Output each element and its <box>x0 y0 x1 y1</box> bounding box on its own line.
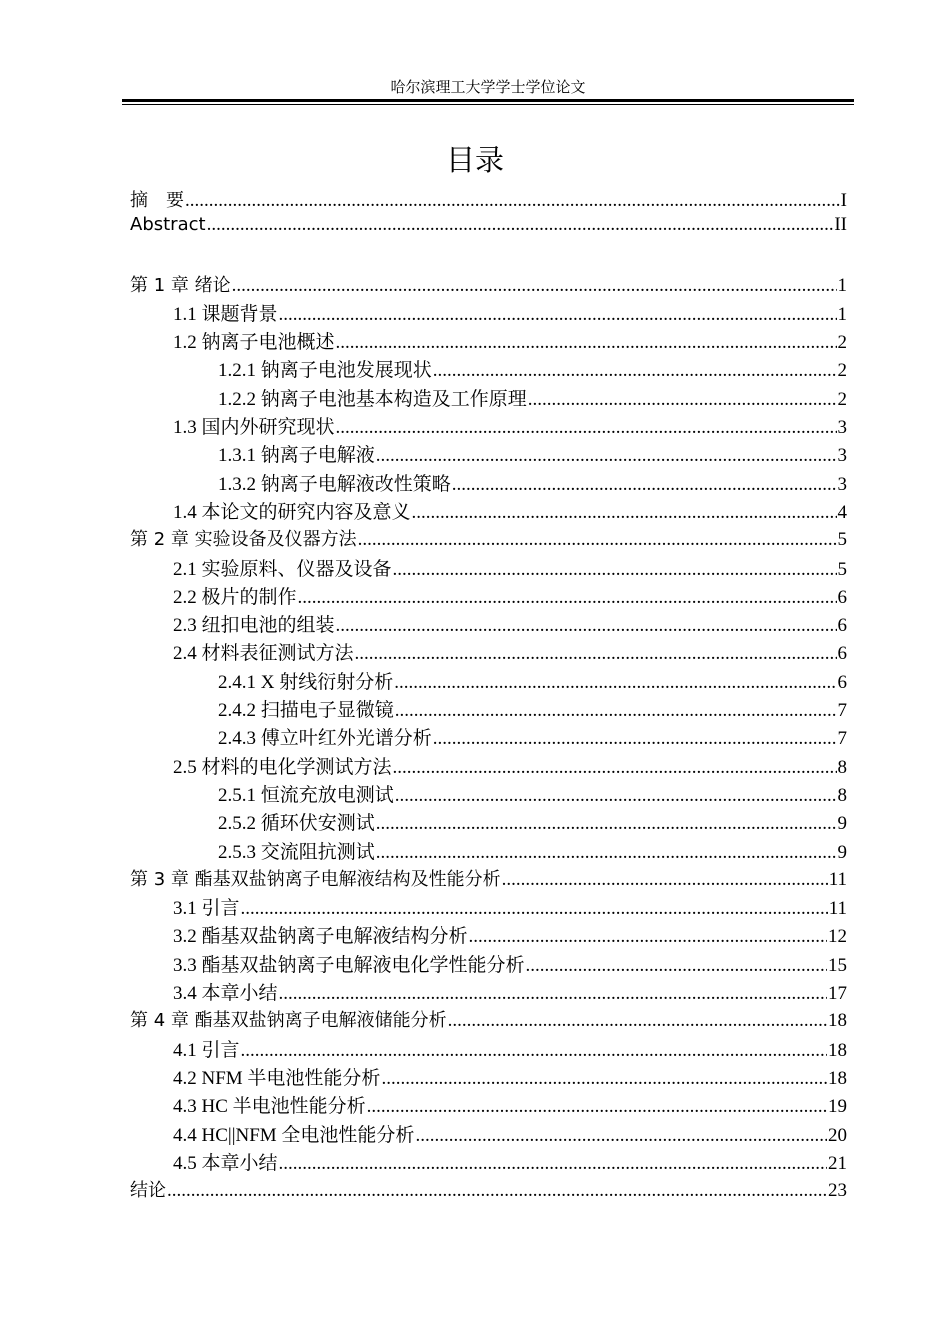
toc-entry[interactable] <box>130 1035 847 1063</box>
toc-title: 目录 <box>445 143 504 177</box>
toc-entry-page-number: 19 <box>828 1096 847 1118</box>
dot-leader <box>376 813 837 835</box>
toc-entry-page-number: 8 <box>837 784 847 806</box>
toc-entry[interactable] <box>130 327 847 355</box>
dot-leader <box>167 1180 827 1202</box>
toc-entry-page-number: 5 <box>837 558 847 580</box>
toc-entry-page-number: 4 <box>837 501 847 523</box>
dot-leader <box>433 728 837 750</box>
toc-entry[interactable] <box>130 299 847 327</box>
dot-leader <box>502 869 828 891</box>
toc-entry-page-number: 3 <box>837 473 847 495</box>
toc-entry-page-number: 7 <box>837 728 847 750</box>
toc-entry-page-number: 6 <box>837 643 847 665</box>
toc-entry-page-number: I <box>840 190 847 211</box>
dot-leader <box>394 672 836 694</box>
dot-leader <box>395 785 837 807</box>
toc-entry-page-number: 6 <box>837 671 847 693</box>
toc-entry-label: 4.2 NFM 半电池性能分析 <box>173 1067 381 1089</box>
toc-entry-page-number: 8 <box>837 756 847 778</box>
toc-entry-label: 3.2 酯基双盐钠离子电解液结构分析 <box>173 926 468 948</box>
toc-entry-label: 第 3 章 酯基双盐钠离子电解液结构及性能分析 <box>130 868 501 890</box>
dot-leader <box>528 389 837 411</box>
dot-leader <box>452 474 837 496</box>
dot-leader <box>279 983 827 1005</box>
dot-leader <box>232 275 837 297</box>
toc-entry-label: 1.2 钠离子电池概述 <box>173 332 335 354</box>
toc-entry-label: 2.3 纽扣电池的组装 <box>173 615 335 637</box>
toc-entry[interactable] <box>130 554 847 582</box>
toc-entry[interactable] <box>130 978 847 1006</box>
toc-entry[interactable] <box>130 497 847 525</box>
toc-entry[interactable] <box>130 950 847 978</box>
toc-entry-page-number: 17 <box>828 983 847 1005</box>
toc-entry-page-number: 5 <box>837 529 847 551</box>
toc-entry[interactable] <box>130 1176 847 1204</box>
dot-leader <box>355 643 837 665</box>
dot-leader <box>376 445 837 467</box>
dot-leader <box>433 360 837 382</box>
toc-entry[interactable] <box>130 582 847 610</box>
toc-entry[interactable] <box>130 695 847 723</box>
toc-entry-label: Abstract <box>130 214 206 236</box>
dot-leader <box>393 757 837 779</box>
toc-entry-label: 4.1 引言 <box>173 1039 240 1061</box>
toc-entry-label: 2.5.2 循环伏安测试 <box>218 813 375 835</box>
toc-entry-label: 1.2.1 钠离子电池发展现状 <box>218 360 432 382</box>
toc-entry[interactable] <box>130 893 847 921</box>
toc-entry-page-number: 21 <box>828 1152 847 1174</box>
toc-entry-label: 4.4 HC||NFM 全电池性能分析 <box>173 1124 415 1146</box>
toc-entry-page-number: 9 <box>837 813 847 835</box>
toc-entry[interactable] <box>130 1006 847 1034</box>
toc-entry-page-number: 2 <box>837 360 847 382</box>
dot-leader <box>241 898 828 920</box>
dot-leader <box>336 615 837 637</box>
toc-entry-label: 1.1 课题背景 <box>173 303 278 325</box>
dot-leader <box>381 1068 827 1090</box>
toc-entry[interactable] <box>130 1091 847 1119</box>
toc-entry-label: 第 4 章 酯基双盐钠离子电解液储能分析 <box>130 1010 447 1032</box>
toc-entry[interactable] <box>130 1063 847 1091</box>
toc-entry[interactable] <box>130 384 847 412</box>
toc-entry-page-number: 15 <box>828 954 847 976</box>
toc-entry-label: 2.4.3 傅立叶红外光谱分析 <box>218 728 432 750</box>
toc-entry-label: 1.2.2 钠离子电池基本构造及工作原理 <box>218 388 527 410</box>
toc-entry-label: 3.4 本章小结 <box>173 983 278 1005</box>
dot-leader <box>376 842 837 864</box>
dot-leader <box>298 587 837 609</box>
dot-leader <box>358 529 837 551</box>
toc-entry-page-number: 1 <box>837 274 847 296</box>
toc-entry[interactable] <box>130 837 847 865</box>
toc-entry[interactable] <box>130 1148 847 1176</box>
dot-leader <box>393 559 837 581</box>
running-header: 哈尔滨理工大学学士学位论文 <box>390 80 586 96</box>
toc-entry-label: 摘 要 <box>130 190 184 211</box>
toc-entry[interactable] <box>130 921 847 949</box>
toc-entry-page-number: 18 <box>828 1039 847 1061</box>
toc-entry-label: 2.4.1 X 射线衍射分析 <box>218 671 394 693</box>
toc-entry-page-number: 2 <box>837 388 847 410</box>
toc-entry-page-number: 23 <box>828 1180 847 1202</box>
toc-entry-label: 第 1 章 绪论 <box>130 274 231 296</box>
toc-entry-page-number: 9 <box>837 841 847 863</box>
header-rule-thick <box>122 99 854 102</box>
toc-entry[interactable] <box>130 752 847 780</box>
toc-entry[interactable] <box>130 355 847 383</box>
toc-entry-label: 1.4 本论文的研究内容及意义 <box>173 501 411 523</box>
toc-entry[interactable] <box>130 1120 847 1148</box>
dot-leader <box>395 700 837 722</box>
dot-leader <box>279 1153 827 1175</box>
toc-entry-page-number: II <box>834 214 847 236</box>
toc-entry-label: 4.3 HC 半电池性能分析 <box>173 1096 366 1118</box>
toc-entry-label: 3.1 引言 <box>173 898 240 920</box>
toc-entry-label: 1.3 国内外研究现状 <box>173 417 335 439</box>
header-rule-thin <box>122 104 854 105</box>
toc-entry[interactable] <box>130 667 847 695</box>
toc-entry-page-number: 6 <box>837 586 847 608</box>
dot-leader <box>469 926 827 948</box>
toc-entry[interactable] <box>130 723 847 751</box>
toc-entry-page-number: 11 <box>828 898 847 920</box>
toc-entry-label: 1.3.2 钠离子电解液改性策略 <box>218 473 451 495</box>
toc-entry-label: 结论 <box>130 1180 166 1202</box>
toc-entry-label: 3.3 酯基双盐钠离子电解液电化学性能分析 <box>173 954 525 976</box>
toc-entry-label: 2.5.1 恒流充放电测试 <box>218 784 394 806</box>
toc-entry-label: 2.4.2 扫描电子显微镜 <box>218 700 394 722</box>
table-of-contents <box>130 186 847 1204</box>
toc-entry-page-number: 6 <box>837 615 847 637</box>
dot-leader <box>415 1125 827 1147</box>
toc-entry[interactable] <box>130 610 847 638</box>
toc-entry[interactable] <box>130 440 847 468</box>
toc-entry-page-number: 3 <box>837 417 847 439</box>
dot-leader <box>185 190 840 212</box>
toc-entry-label: 第 2 章 实验设备及仪器方法 <box>130 529 357 551</box>
toc-entry[interactable] <box>130 412 847 440</box>
toc-entry-label: 2.5.3 交流阻抗测试 <box>218 841 375 863</box>
toc-entry-page-number: 20 <box>828 1124 847 1146</box>
dot-leader <box>367 1096 827 1118</box>
toc-entry[interactable] <box>130 780 847 808</box>
toc-entry[interactable] <box>130 525 847 553</box>
toc-entry-label: 2.5 材料的电化学测试方法 <box>173 756 392 778</box>
toc-entry[interactable] <box>130 638 847 666</box>
toc-entry[interactable] <box>130 808 847 836</box>
toc-entry-page-number: 12 <box>828 926 847 948</box>
toc-entry-page-number: 7 <box>837 700 847 722</box>
dot-leader <box>448 1010 827 1032</box>
toc-entry[interactable] <box>130 469 847 497</box>
toc-entry-label: 2.1 实验原料、仪器及设备 <box>173 558 392 580</box>
toc-entry-page-number: 18 <box>828 1010 847 1032</box>
dot-leader <box>207 214 834 236</box>
toc-entry-label: 2.2 极片的制作 <box>173 586 297 608</box>
toc-entry-page-number: 3 <box>837 445 847 467</box>
dot-leader <box>336 332 837 354</box>
dot-leader <box>279 304 837 326</box>
toc-entry[interactable] <box>130 214 847 242</box>
toc-entry[interactable] <box>130 865 847 893</box>
dot-leader <box>412 502 837 524</box>
dot-leader <box>241 1040 827 1062</box>
dot-leader <box>336 417 837 439</box>
toc-entry-page-number: 11 <box>828 868 847 890</box>
toc-entry-page-number: 2 <box>837 332 847 354</box>
toc-entry[interactable] <box>130 186 847 214</box>
toc-entry-label: 1.3.1 钠离子电解液 <box>218 445 375 467</box>
dot-leader <box>526 955 827 977</box>
toc-entry-page-number: 18 <box>828 1067 847 1089</box>
toc-entry-label: 2.4 材料表征测试方法 <box>173 643 354 665</box>
toc-entry-page-number: 1 <box>837 303 847 325</box>
toc-entry[interactable] <box>130 271 847 299</box>
toc-entry-label: 4.5 本章小结 <box>173 1152 278 1174</box>
